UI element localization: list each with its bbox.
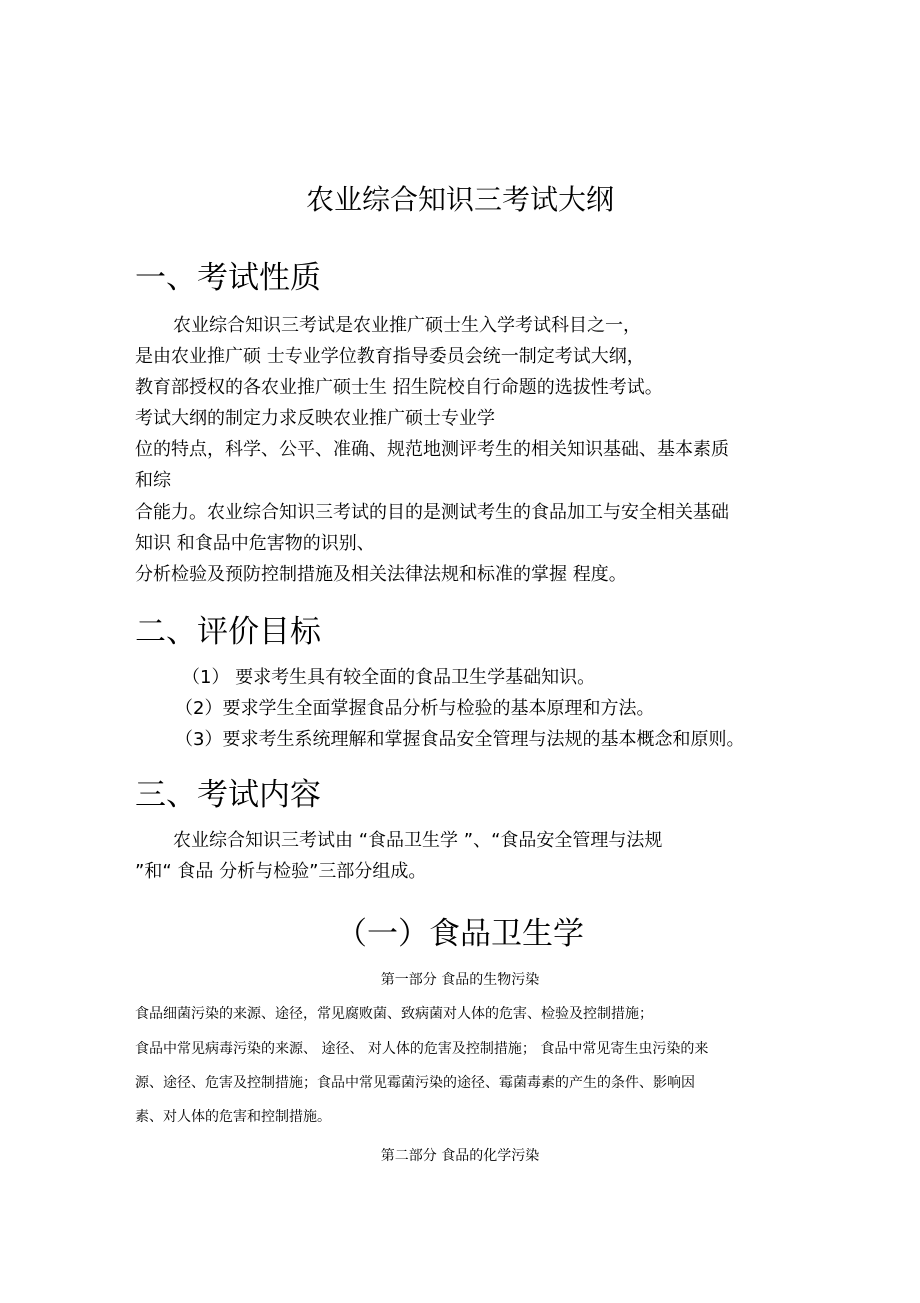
paragraph-line: 教育部授权的各农业推广硕士生 招生院校自行命题的选拔性考试。 (135, 377, 663, 398)
section-heading-exam-content: 三、考试内容 (135, 777, 321, 813)
paragraph-line: ”和“ 食品 分析与检验”三部分组成。 (135, 861, 427, 882)
paragraph-line: 知识 和食品中危害物的识别、 (135, 533, 375, 554)
section-heading-evaluation-goals: 二、评价目标 (135, 614, 321, 650)
subsection-heading-food-hygiene: （一）食品卫生学 (336, 916, 584, 952)
paragraph-line: 食品细菌污染的来源、途径，常见腐败菌、致病菌对人体的危害、检验及控制措施； (135, 1006, 653, 1022)
paragraph-line: 考试大纲的制定力求反映农业推广硕士专业学 (135, 408, 495, 429)
list-item: （2）要求学生全面掌握食品分析与检验的基本原理和方法。 (175, 698, 655, 719)
list-item: （3）要求考生系统理解和掌握食品安全管理与法规的基本概念和原则。 (175, 729, 745, 750)
part-title: 第二部分 食品的化学污染 (380, 1148, 540, 1164)
paragraph-line: 位的特点，科学、公平、准确、规范地测评考生的相关知识基础、基本素质 (135, 439, 729, 460)
paragraph-line: 素、对人体的危害和控制措施。 (135, 1109, 331, 1125)
part-title: 第一部分 食品的生物污染 (380, 972, 540, 988)
list-item: （1） 要求考生具有较全面的食品卫生学基础知识。 (182, 667, 596, 688)
paragraph-line: 是由农业推广硕 士专业学位教育指导委员会统一制定考试大纲， (135, 346, 645, 367)
paragraph-line: 分析检验及预防控制措施及相关法律法规和标准的掌握 程度。 (135, 564, 627, 585)
paragraph-line: 农业综合知识三考试是农业推广硕士生入学考试科目之一， (173, 315, 641, 336)
paragraph-line: 和综 (135, 470, 171, 491)
document-title: 农业综合知识三考试大纲 (305, 183, 614, 216)
paragraph-line: 合能力。农业综合知识三考试的目的是测试考生的食品加工与安全相关基础 (135, 502, 729, 523)
paragraph-line: 食品中常见病毒污染的来源、 途径、 对人体的危害及控制措施； 食品中常见寄生虫污染的来 (135, 1041, 709, 1057)
paragraph-line: 农业综合知识三考试由 “食品卫生学 ”、“食品安全管理与法规 (173, 830, 663, 851)
paragraph-line: 源、途径、危害及控制措施；食品中常见霉菌污染的途径、霉菌毒素的产生的条件、影响因 (135, 1075, 695, 1091)
section-heading-exam-nature: 一、考试性质 (135, 260, 321, 296)
